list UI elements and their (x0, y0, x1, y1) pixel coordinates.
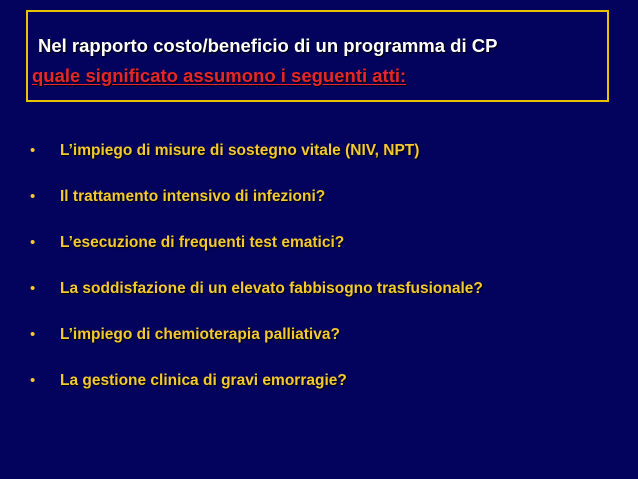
bullet-text: La gestione clinica di gravi emorragie? (60, 372, 347, 389)
bullet-text: L’esecuzione di frequenti test ematici? (60, 234, 345, 251)
bullet-dot-icon: • (30, 188, 36, 205)
bullet-dot-icon: • (30, 234, 36, 251)
title-box (26, 10, 609, 102)
bullet-text: L’impiego di misure di sostegno vitale (NIV, NPT) (60, 142, 420, 159)
bullet-dot-icon: • (30, 326, 36, 343)
bullet-text: Il trattamento intensivo di infezioni? (60, 188, 326, 205)
bullet-text: La soddisfazione di un elevato fabbisogno trasfusionale? (60, 280, 483, 297)
slide-title-line-1: Nel rapporto costo/beneficio di un programma di CP (38, 35, 498, 56)
bullet-text: L’impiego di chemioterapia palliativa? (60, 326, 340, 343)
bullet-dot-icon: • (30, 142, 36, 159)
bullet-dot-icon: • (30, 372, 36, 389)
slide-title-line-2: quale significato assumono i seguenti atti: (32, 65, 407, 86)
bullet-dot-icon: • (30, 280, 36, 297)
